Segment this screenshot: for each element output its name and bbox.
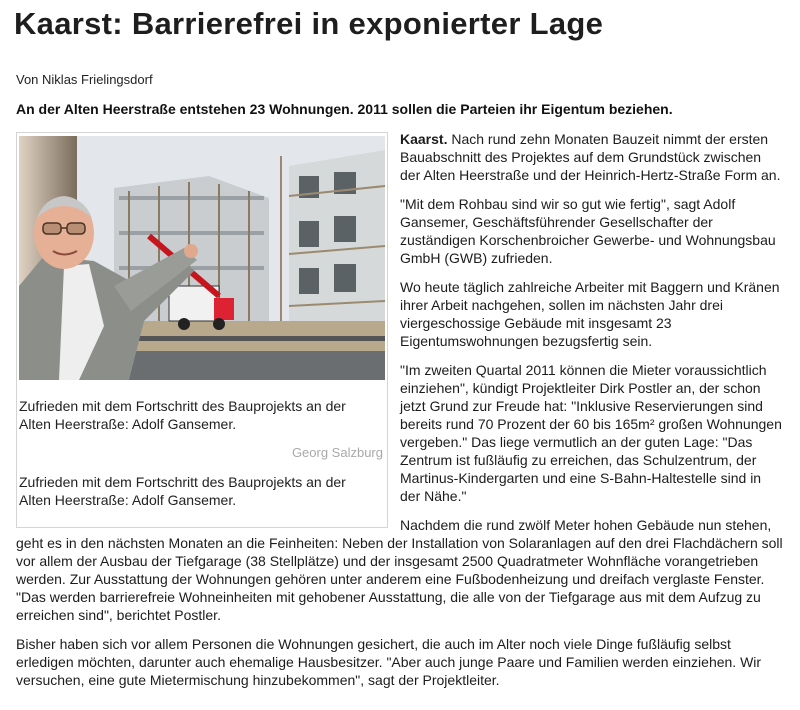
dateline: Kaarst. (400, 131, 448, 147)
paragraph-6: Bisher haben sich vor allem Personen die Wohnungen gesichert, die auch im Alter noch viele Dinge fußläufig selbst erledigen möchten, darunter auch ehemalige Hausbesitzer. "Aber auch junge Paare und Familien werden einziehen. Wir versuchen, eine gute Mietermischung hinzubekommen", sagt der Projektleiter. (16, 636, 762, 688)
paragraph-1: Kaarst. Nach rund zehn Monaten Bauzeit nimmt der ersten Bauabschnitt des Projektes auf dem Grundstück zwischen der Alten Heerstraße und der Heinrich-Hertz-Straße Form an. (400, 131, 781, 183)
paragraph-3: Wo heute täglich zahlreiche Arbeiter mit Baggern und Kränen ihrer Arbeit nachgehen, sollen im nächsten Jahr drei viergeschossige Gebäude mit insgesamt 23 Eigentumswohnungen bezugsfertig sein. (400, 279, 780, 349)
photo-caption-repeat: Zufrieden mit dem Fortschritt des Bauprojekts an der Alten Heerstraße: Adolf Gansemer. (19, 474, 346, 508)
article-figure (16, 132, 388, 528)
article-headline: Kaarst: Barrierefrei in exponierter Lage (14, 6, 604, 41)
paragraph-2: "Mit dem Rohbau sind wir so gut wie fertig", sagt Adolf Gansemer, Geschäftsführender Gesellschafter der zuständigen Korschenbroicher Gewerbe- und Wohnungsbau GmbH (GWB) zufrieden. (400, 196, 776, 266)
paragraph-4: "Im zweiten Quartal 2011 können die Mieter voraussichtlich einziehen", kündigt Projektleiter Dirk Postler an, der schon jetzt Grund zur Freude hat: "Inklusive Reservierungen sind bereits rund 70 Prozent der 60 bis 165m² großen Wohnungen vergeben." Das liege vermutlich an der guten Lage: "Das Zentrum ist fußläufig zu erreichen, das Schulzentrum, der Martinus-Kindergarten und eine S-Bahn-Haltestelle sind in der Nähe." (400, 362, 782, 504)
paragraph-5: Nachdem die rund zwölf Meter hohen Gebäude nun stehen, geht es in den nächsten Monaten an die Feinheiten: Neben der Installation von Solaranlagen auf den drei Flachdächern soll vor allem der Ausbau der Tiefgarage (38 Stellplätze) und der insgesamt 2500 Quadratmeter Wohnfläche vorangetrieben werden. Zur Ausstattung der Wohnungen gehören unter anderem eine Fußbodenheizung und dreifach verglaste Fenster. "Das werden barrierefreie Wohneinheiten mit gehobener Ausstattung, die alle von der Tiefgarage aus mit dem Aufzug zu erreichen sind", berichtet Postler. (16, 517, 783, 623)
photo-credit: Georg Salzburg (291, 445, 383, 460)
article-author: Von Niklas Frielingsdorf (16, 72, 153, 87)
article-lead: An der Alten Heerstraße entstehen 23 Wohnungen. 2011 sollen die Parteien ihr Eigentum beziehen. (16, 101, 673, 117)
construction-site-photo (19, 136, 385, 380)
photo-caption: Zufrieden mit dem Fortschritt des Bauprojekts an der Alten Heerstraße: Adolf Gansemer. (19, 398, 346, 432)
